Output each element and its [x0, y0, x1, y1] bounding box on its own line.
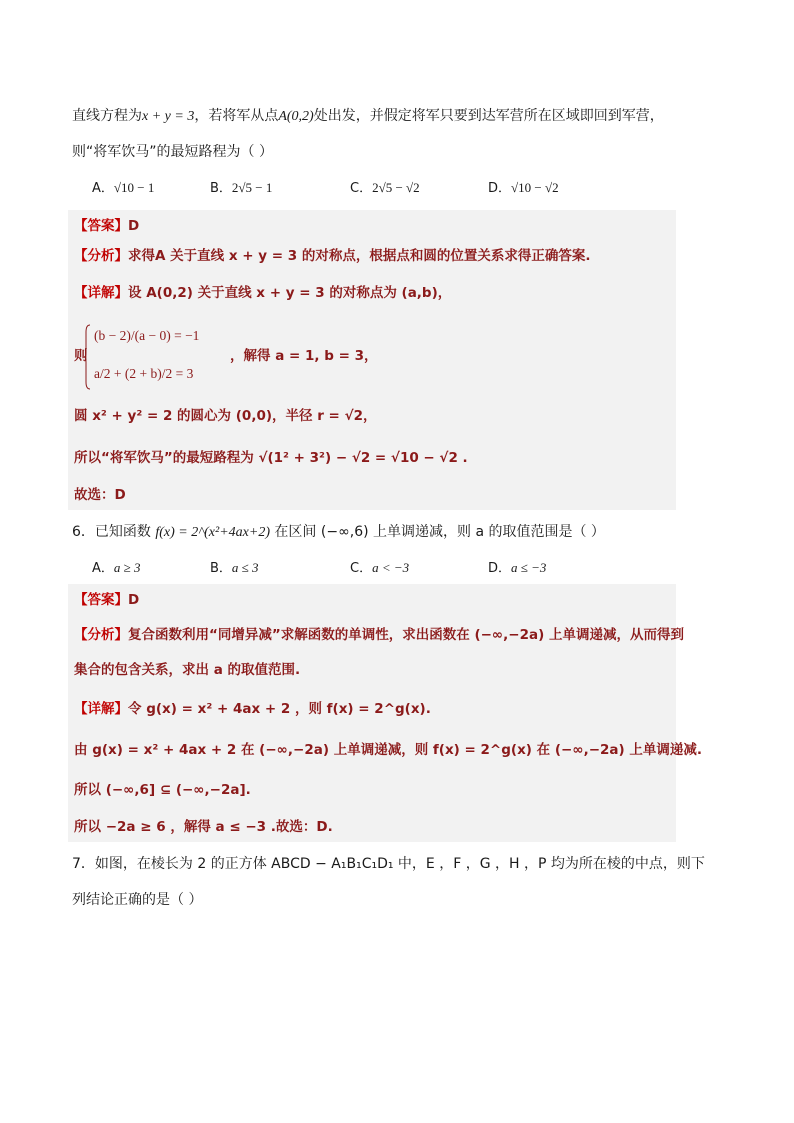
q6-analysis-2: 集合的包含关系，求出 a 的取值范围.	[74, 662, 301, 678]
q5-detail-1: 【详解】设 A(0,2) 关于直线 x + y = 3 的对称点为 (a,b)，	[74, 285, 452, 301]
q7-stem-line2: 列结论正确的是（ ）	[72, 892, 203, 908]
q5-system-eq2: a/2 + (2 + b)/2 = 3	[94, 366, 194, 381]
q5-analysis: 【分析】求得A 关于直线 x + y = 3 的对称点，根据点和圆的位置关系求得正确答案.	[74, 248, 591, 264]
q6-option-b: B．a ≤ 3	[210, 560, 259, 576]
q6-option-c: C．a < −3	[350, 560, 410, 576]
q5-option-b: B．2√5 − 1	[210, 180, 273, 196]
q7-stem-line1: 7．如图，在棱长为 2 的正方体 ABCD − A₁B₁C₁D₁ 中，E ，F ，G ，H ，P 均为所在棱的中点，则下	[72, 856, 705, 872]
q5-detail-3: 圆 x² + y² = 2 的圆心为 (0,0)，半径 r = √2，	[74, 408, 377, 424]
q6-analysis-1: 【分析】复合函数利用“同增异减”求解函数的单调性，求出函数在 (−∞,−2a) 上单调递减，从而得到	[74, 627, 684, 643]
q6-detail-3: 所以 (−∞,6] ⊆ (−∞,−2a].	[74, 782, 251, 798]
q5-detail-4: 所以“将军饮马”的最短路程为 √(1² + 3²) − √2 = √10 − √2 .	[74, 450, 468, 466]
q5-stem-line1: 直线方程为x + y = 3，若将军从点A(0,2)处出发，并假定将军只要到达军营所在区域即回到军营，	[72, 108, 664, 124]
q5-option-c: C．2√5 − √2	[350, 180, 420, 196]
q6-stem: 6．已知函数 f(x) = 2^(x²+4ax+2) 在区间 (−∞,6) 上单调递减，则 a 的取值范围是（ ）	[72, 524, 605, 540]
q6-answer: 【答案】D	[74, 592, 140, 608]
q5-detail-2-prefix: 则	[74, 348, 88, 364]
q5-option-a: A．√10 − 1	[92, 180, 155, 196]
q6-detail-1: 【详解】令 g(x) = x² + 4ax + 2 ，则 f(x) = 2^g(x).	[74, 701, 431, 717]
q5-detail-2-result: ，解得 a = 1, b = 3，	[230, 348, 378, 364]
q6-option-d: D．a ≤ −3	[488, 560, 547, 576]
q5-answer: 【答案】D	[74, 218, 140, 234]
q6-option-a: A．a ≥ 3	[92, 560, 141, 576]
q5-stem-line2: 则“将军饮马”的最短路程为（ ）	[72, 144, 273, 160]
q5-conclusion: 故选：D	[74, 487, 126, 503]
q5-system-eq1: (b − 2)/(a − 0) = −1	[94, 328, 200, 343]
q6-detail-2: 由 g(x) = x² + 4ax + 2 在 (−∞,−2a) 上单调递减，则 f(x) = 2^g(x) 在 (−∞,−2a) 上单调递减.	[74, 742, 703, 758]
q6-detail-4: 所以 −2a ≥ 6 ，解得 a ≤ −3 .故选：D.	[74, 819, 333, 835]
q5-option-d: D．√10 − √2	[488, 180, 559, 196]
